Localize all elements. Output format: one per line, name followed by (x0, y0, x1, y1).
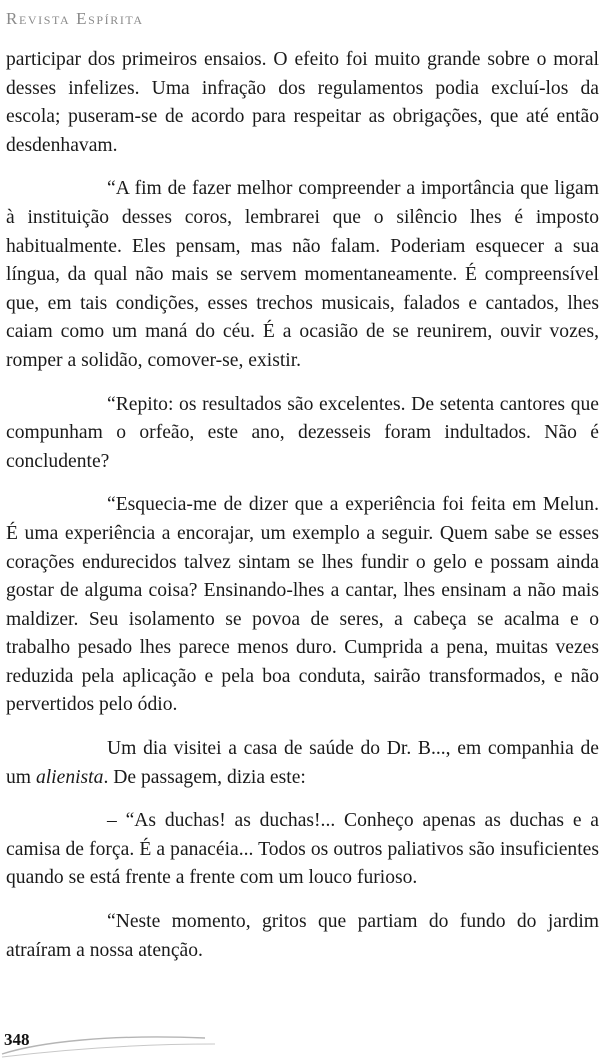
paragraph-visit-text-end: . De passagem, dizia este: (103, 766, 306, 788)
paragraph-quote-results: “Repito: os resultados são excelentes. De setenta cantores que compunham o orfeão, este ano, dezesseis foram indultados. Não é concludente? (6, 393, 599, 472)
paragraph-continuation: participar dos primeiros ensaios. O efeito foi muito grande sobre o moral desses infelizes. Uma infração dos regulamentos podia excluí-los da escola; puseram-se de acordo para respeitar as obrigações, que até então desdenhavam. (6, 49, 599, 156)
page-body (6, 46, 599, 965)
paragraph-visit-text-start: Um dia visitei a casa de saúde do Dr. B..., em companhia de um (6, 738, 599, 788)
paragraph-quote-screams: “Neste momento, gritos que partiam do fundo do jardim atraíram a nossa atenção. (6, 911, 599, 961)
paragraph-quote-choirs: “A fim de fazer melhor compreender a importância que ligam à instituição desses coros, lembrarei que o silêncio lhes é imposto habitualmente. Eles pensam, mas não falam. Poderiam esquecer a sua língua, da qual não mais se servem momentaneamente. É compreensível que, em tais condições, esses trechos musicais, falados e cantados, lhes caiam como um maná do céu. É a ocasião de se reunirem, ouvir vozes, romper a solidão, comover-se, existir. (6, 178, 599, 371)
emphasized-word: alienista (35, 766, 104, 788)
running-header: Revista Espírita (6, 9, 144, 28)
paragraph-dialogue-showers: – “As duchas! as duchas!... Conheço apenas as duchas e a camisa de força. É a panacéia... Todos os outros paliativos são insuficientes quando se está frente a frente com um louco furioso. (6, 810, 599, 889)
paragraph-visit (6, 735, 599, 792)
paragraph-quote-melun: “Esquecia-me de dizer que a experiência foi feita em Melun. É uma experiência a encorajar, um exemplo a seguir. Quem sabe se esses corações endurecidos talvez sintam se lhes fundir o gelo e possam ainda gostar de alguma coisa? Ensinando-lhes a cantar, lhes ensinam a não mais maldizer. Seu isolamento se povoa de seres, a cabeça se acalma e o trabalho pesado lhes parece menos duro. Cumprida a pena, muitas vezes reduzida pela aplicação e pela boa conduta, sairão transformados, e não pervertidos pelo ódio. (6, 494, 599, 716)
decorative-swoosh (0, 1024, 220, 1058)
page-number: 348 (4, 1030, 30, 1049)
